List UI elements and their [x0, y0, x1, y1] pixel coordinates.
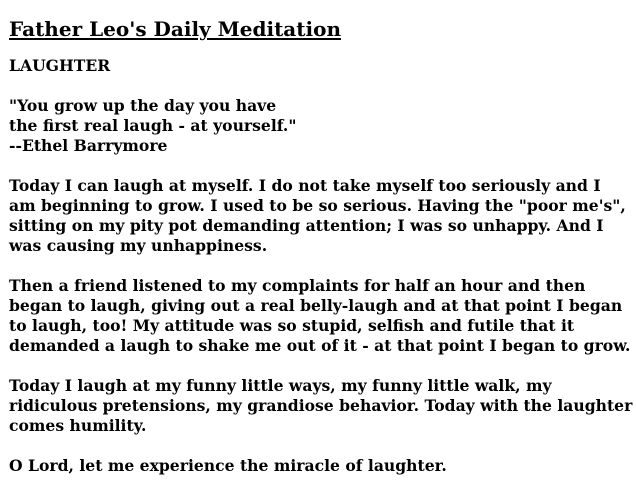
body-paragraph: Today I laugh at my funny little ways, my funny little walk, my ridiculous pretensions, my grandiose behavior. Today with the laughter comes humility.	[9, 376, 633, 435]
section-heading: LAUGHTER	[9, 56, 111, 75]
quote-block: "You grow up the day you have the first real laugh - at yourself." --Ethel Barrymore	[9, 96, 297, 155]
closing-prayer: O Lord, let me experience the miracle of laughter.	[9, 456, 447, 475]
body-paragraph: Today I can laugh at myself. I do not take myself too seriously and I am beginning to grow. I used to be so serious. Having the "poor me's", sitting on my pity pot demanding attention; I was so unhappy. And I was causing my unhappiness.	[9, 176, 626, 255]
page-title: Father Leo's Daily Meditation	[9, 17, 341, 41]
body-paragraph: Then a friend listened to my complaints for half an hour and then began to laugh, giving out a real belly-laugh and at that point I began to laugh, too! My attitude was so stupid, selfish and futile that it demanded a laugh to shake me out of it - at that point I began to grow.	[9, 276, 631, 355]
